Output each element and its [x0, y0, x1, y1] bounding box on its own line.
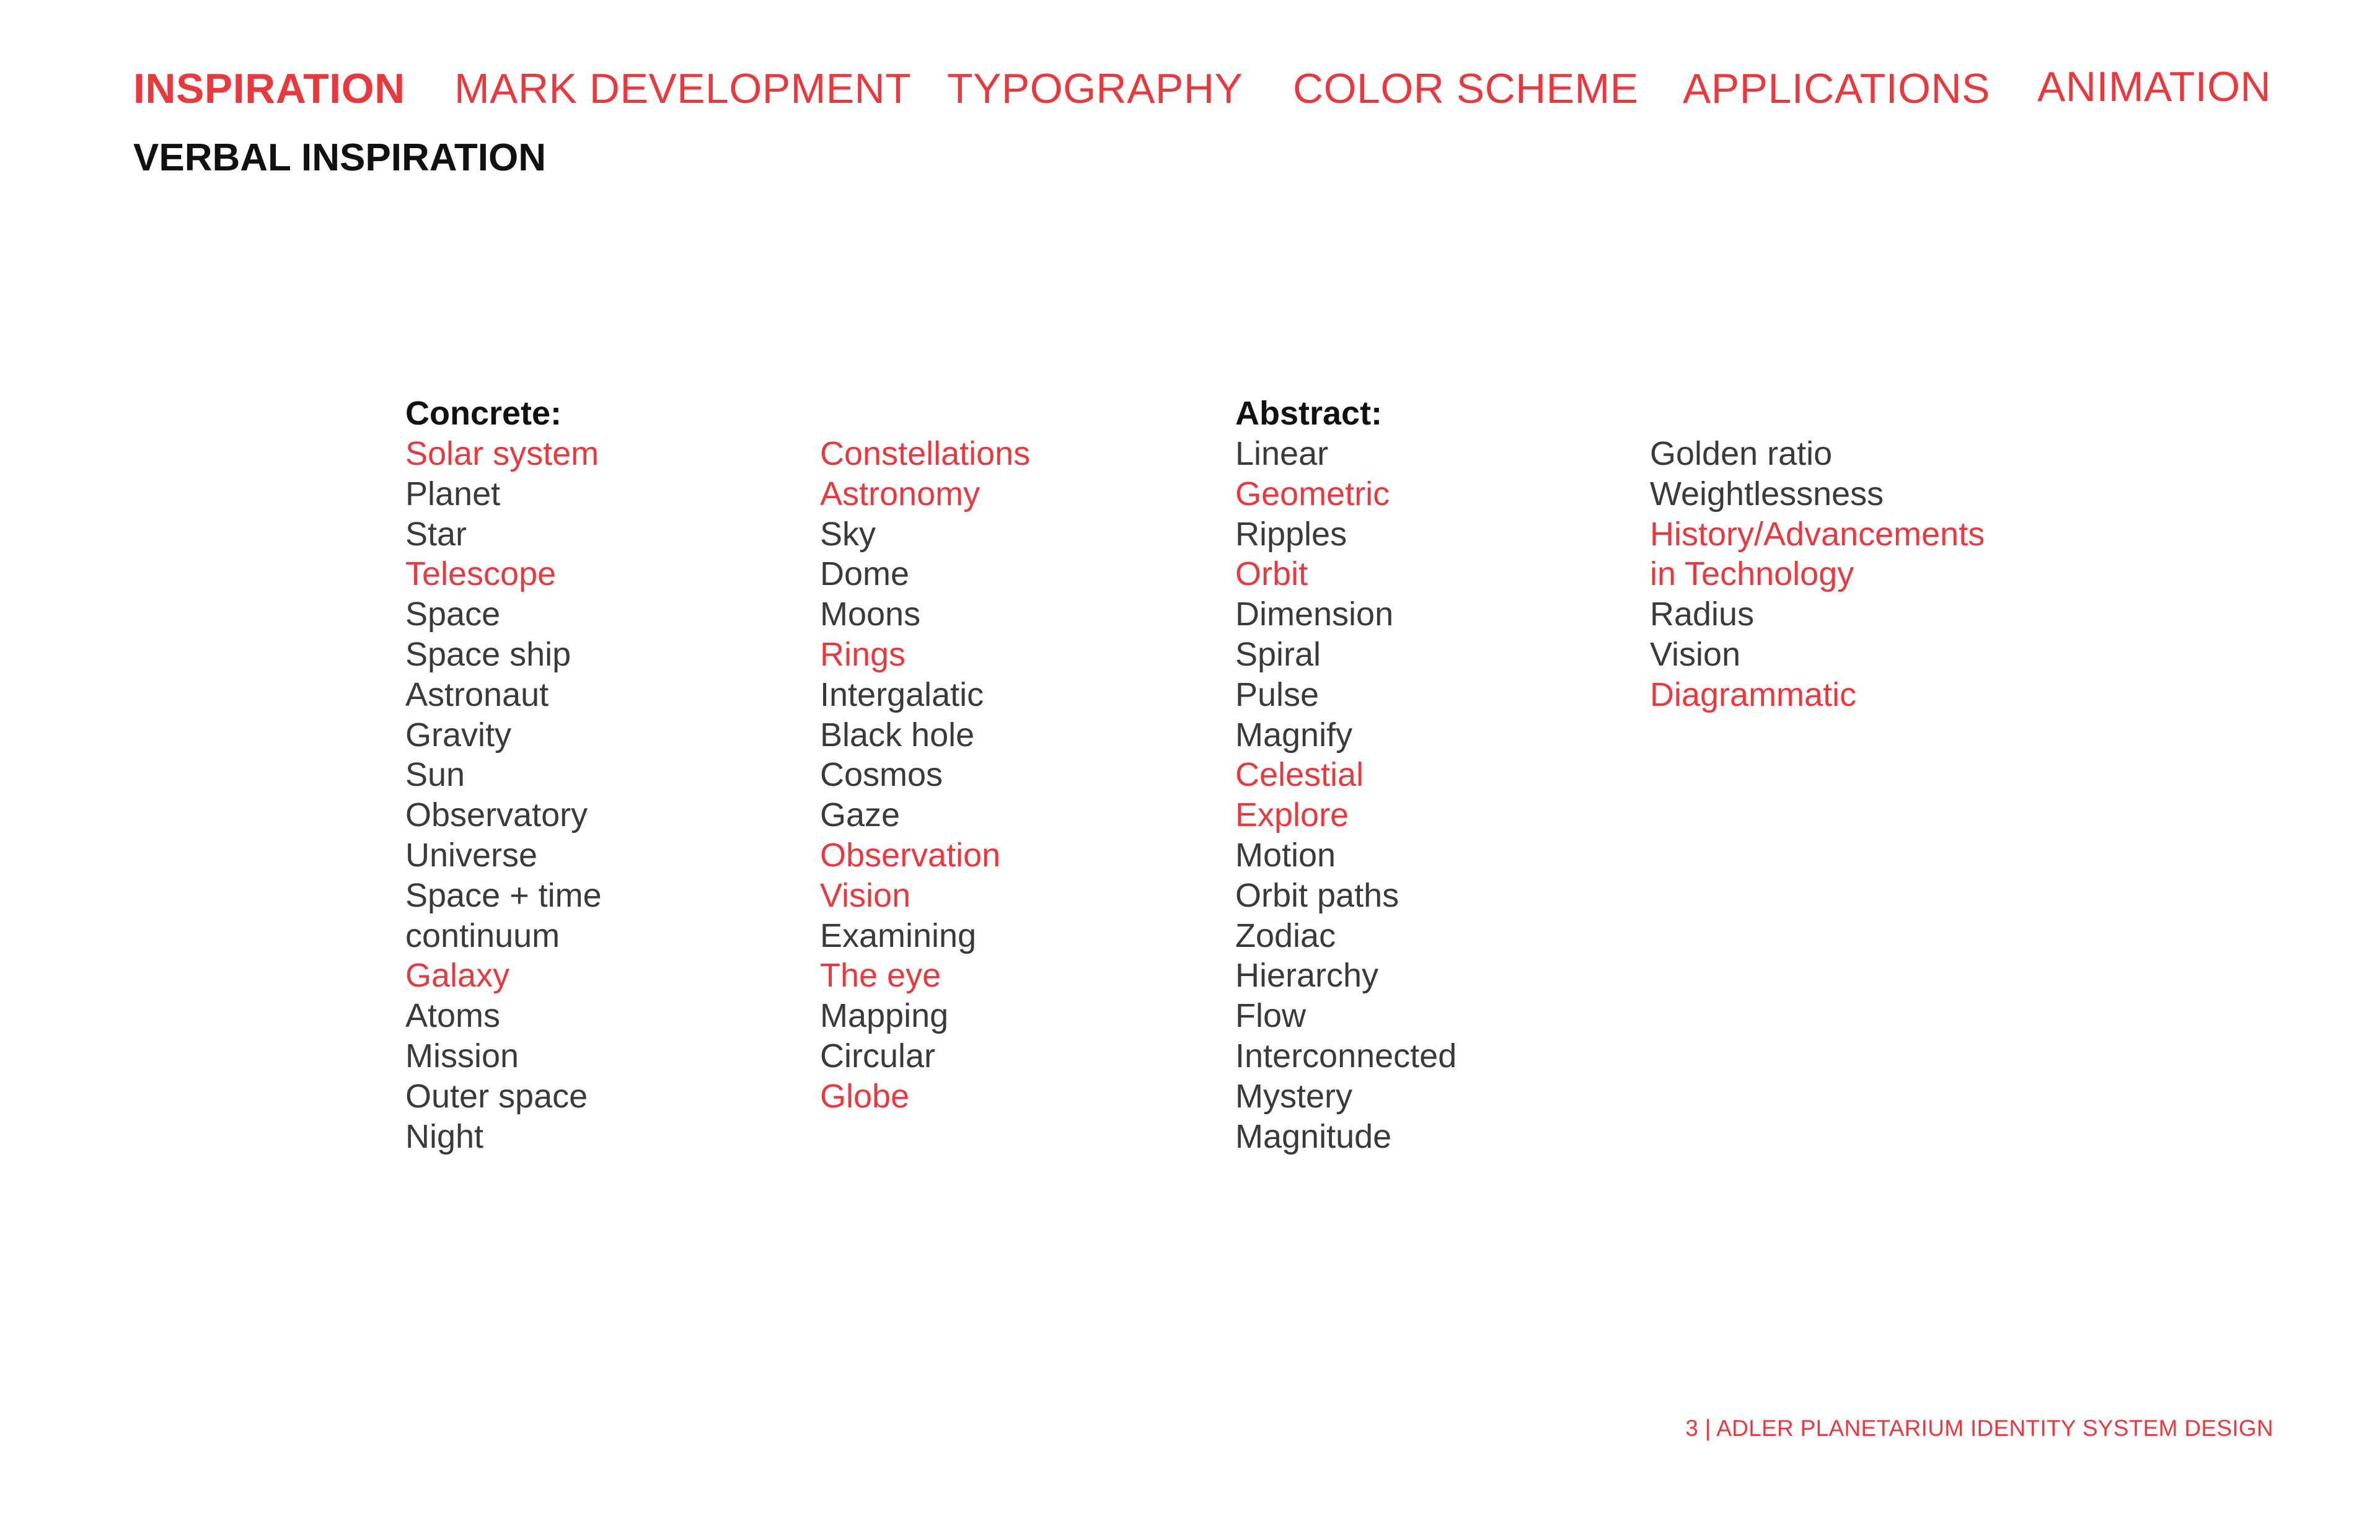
word-item: Space + time — [405, 876, 602, 914]
word-list — [405, 434, 802, 1156]
top-navigation — [0, 61, 2380, 117]
word-item: Star — [405, 515, 467, 553]
column-heading-concrete: Concrete: — [405, 395, 562, 432]
section-title: VERBAL INSPIRATION — [133, 136, 546, 179]
word-item: Observatory — [405, 796, 588, 834]
column-heading-spacer — [820, 394, 1217, 434]
word-item: The eye — [820, 957, 941, 995]
word-item: Telescope — [405, 555, 557, 593]
word-item: Orbit — [1235, 555, 1308, 593]
word-item: Linear — [1235, 435, 1329, 472]
word-item: Magnitude — [1235, 1117, 1392, 1155]
word-item: Space ship — [405, 635, 571, 673]
nav-item-inspiration[interactable]: INSPIRATION — [133, 65, 405, 112]
word-list — [1235, 434, 1632, 1156]
word-column-abstract-continued — [1650, 394, 2047, 715]
word-item: History/Advancements — [1650, 515, 1985, 553]
word-item: Astronaut — [405, 675, 549, 713]
word-item: Gaze — [820, 796, 901, 834]
word-item: Vision — [820, 876, 911, 914]
nav-item-color-scheme[interactable]: COLOR SCHEME — [1293, 65, 1639, 112]
word-item: Outer space — [405, 1077, 588, 1115]
word-item: in Technology — [1650, 555, 1854, 593]
word-item: Ripples — [1235, 515, 1347, 553]
word-item: Black hole — [820, 716, 975, 754]
word-item: Universe — [405, 836, 538, 874]
word-column-concrete-continued — [820, 394, 1217, 1117]
word-item: Weightlessness — [1650, 475, 1884, 513]
word-item: Circular — [820, 1037, 936, 1075]
word-item: Explore — [1235, 796, 1349, 834]
word-item: Pulse — [1235, 675, 1320, 713]
word-item: Dimension — [1235, 596, 1394, 633]
word-item: Gravity — [405, 716, 512, 754]
word-item: Radius — [1650, 596, 1755, 633]
nav-item-animation[interactable]: ANIMATION — [2037, 63, 2272, 110]
word-item: Globe — [820, 1077, 910, 1115]
word-item: Geometric — [1235, 475, 1390, 513]
word-item: Motion — [1235, 836, 1336, 874]
word-item: Vision — [1650, 635, 1741, 673]
word-item: Mystery — [1235, 1077, 1352, 1115]
word-column-abstract — [1235, 394, 1632, 1156]
word-list — [820, 434, 1217, 1117]
word-item: Solar system — [405, 435, 599, 472]
word-item: Sky — [820, 515, 876, 553]
word-item: Celestial — [1235, 756, 1364, 794]
word-item: Magnify — [1235, 716, 1353, 754]
word-item: Mapping — [820, 997, 949, 1035]
word-item: Observation — [820, 836, 1001, 874]
word-item: Interconnected — [1235, 1037, 1457, 1075]
word-item: Intergalatic — [820, 675, 984, 713]
word-item: Hierarchy — [1235, 957, 1379, 995]
word-item: Examining — [820, 917, 977, 954]
column-heading-spacer — [1650, 394, 2047, 434]
nav-item-mark-development[interactable]: MARK DEVELOPMENT — [454, 65, 912, 112]
word-item: Constellations — [820, 435, 1031, 472]
word-item: Golden ratio — [1650, 435, 1833, 472]
word-item: Rings — [820, 635, 906, 673]
word-item: Planet — [405, 475, 501, 513]
word-item: Spiral — [1235, 635, 1321, 673]
word-item: continuum — [405, 917, 560, 954]
word-item: Cosmos — [820, 756, 943, 794]
word-item: Moons — [820, 596, 921, 633]
word-item: Orbit paths — [1235, 876, 1399, 914]
word-item: Zodiac — [1235, 917, 1336, 954]
word-item: Flow — [1235, 997, 1307, 1035]
word-item: Mission — [405, 1037, 519, 1075]
nav-item-applications[interactable]: APPLICATIONS — [1683, 65, 1990, 112]
word-item: Sun — [405, 756, 465, 794]
word-list — [1650, 434, 2047, 715]
word-item: Atoms — [405, 997, 501, 1035]
page-footer: 3 | ADLER PLANETARIUM IDENTITY SYSTEM DESIGN — [1685, 1415, 2273, 1441]
column-heading-abstract: Abstract: — [1235, 395, 1383, 432]
word-item: Night — [405, 1117, 484, 1155]
word-item: Dome — [820, 555, 910, 593]
word-item: Diagrammatic — [1650, 675, 1857, 713]
word-item: Astronomy — [820, 475, 981, 513]
word-column-concrete — [405, 394, 802, 1156]
word-item: Galaxy — [405, 957, 510, 995]
word-item: Space — [405, 596, 501, 633]
nav-item-typography[interactable]: TYPOGRAPHY — [947, 65, 1243, 112]
